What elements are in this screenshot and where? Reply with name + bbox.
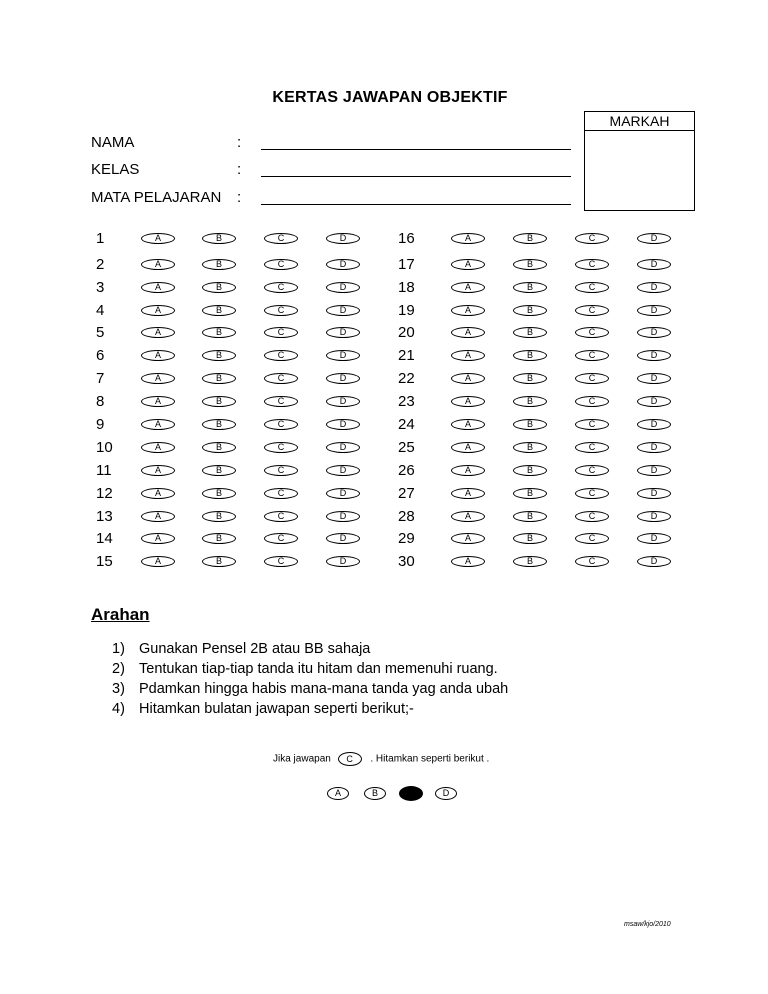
answer-bubble-d[interactable]: D — [326, 396, 360, 407]
question-number: 30 — [398, 553, 415, 570]
question-number: 1 — [96, 230, 105, 247]
answer-line[interactable] — [261, 149, 571, 150]
answer-bubble-a[interactable]: A — [451, 442, 485, 453]
answer-bubble-a[interactable]: A — [141, 282, 175, 293]
answer-bubble-d[interactable]: D — [326, 556, 360, 567]
answer-bubble-c[interactable]: C — [264, 350, 298, 361]
answer-bubble-b[interactable]: B — [202, 327, 236, 338]
answer-bubble-d[interactable]: D — [326, 233, 360, 244]
answer-bubble-d[interactable]: D — [637, 533, 671, 544]
question-number: 9 — [96, 416, 105, 433]
answer-line[interactable] — [261, 176, 571, 177]
question-number: 5 — [96, 324, 105, 341]
answer-bubble-a[interactable]: A — [141, 350, 175, 361]
answer-bubble-d[interactable]: D — [637, 488, 671, 499]
answer-bubble-a[interactable]: A — [451, 373, 485, 384]
question-number: 8 — [96, 393, 105, 410]
instruction-number: 4) — [112, 701, 125, 717]
question-number: 26 — [398, 462, 415, 479]
question-number: 29 — [398, 530, 415, 547]
example-suffix: . Hitamkan seperti berikut . — [370, 753, 490, 765]
answer-bubble-c[interactable]: C — [575, 419, 609, 430]
answer-bubble-d[interactable]: D — [326, 259, 360, 270]
answer-bubble-d[interactable]: D — [637, 233, 671, 244]
question-number: 12 — [96, 485, 113, 502]
example-filled-bubble — [399, 786, 423, 801]
answer-bubble-d[interactable]: D — [637, 259, 671, 270]
answer-bubble-a[interactable]: A — [141, 373, 175, 384]
answer-bubble-b[interactable]: B — [513, 511, 547, 522]
answer-bubble-c[interactable]: C — [264, 327, 298, 338]
answer-bubble-a[interactable]: A — [451, 233, 485, 244]
answer-bubble-c[interactable]: C — [575, 233, 609, 244]
footer-code: msaw/kjo/2010 — [624, 921, 671, 928]
answer-bubble-c[interactable]: C — [264, 556, 298, 567]
answer-bubble-a[interactable]: A — [141, 511, 175, 522]
question-number: 19 — [398, 302, 415, 319]
question-number: 13 — [96, 508, 113, 525]
instructions-heading: Arahan — [91, 605, 150, 624]
answer-bubble-d[interactable]: D — [637, 511, 671, 522]
page-title: KERTAS JAWAPAN OBJEKTIF — [272, 89, 508, 106]
instruction-number: 3) — [112, 681, 125, 697]
answer-bubble-a[interactable]: A — [141, 533, 175, 544]
question-number: 14 — [96, 530, 113, 547]
answer-bubble-d[interactable]: D — [326, 511, 360, 522]
answer-bubble-b[interactable]: B — [202, 282, 236, 293]
answer-bubble-c[interactable]: C — [264, 465, 298, 476]
answer-bubble-b[interactable]: B — [202, 305, 236, 316]
answer-bubble-b[interactable]: B — [513, 396, 547, 407]
answer-bubble-b[interactable]: B — [202, 419, 236, 430]
answer-line[interactable] — [261, 204, 571, 205]
answer-bubble-a[interactable]: A — [451, 259, 485, 270]
answer-bubble-b[interactable]: B — [513, 327, 547, 338]
answer-bubble-b[interactable]: B — [202, 350, 236, 361]
answer-bubble-c[interactable]: C — [264, 511, 298, 522]
question-number: 18 — [398, 279, 415, 296]
instruction-number: 1) — [112, 641, 125, 657]
answer-bubble-a[interactable]: A — [141, 465, 175, 476]
answer-bubble-b[interactable]: B — [202, 465, 236, 476]
field-label: NAMA — [91, 134, 135, 151]
answer-bubble-c[interactable]: C — [264, 442, 298, 453]
answer-bubble-b[interactable]: B — [513, 465, 547, 476]
answer-bubble-c[interactable]: C — [264, 305, 298, 316]
answer-bubble-a[interactable]: A — [141, 305, 175, 316]
example-bubble-b: B — [364, 787, 386, 800]
answer-bubble-c[interactable]: C — [575, 282, 609, 293]
answer-bubble-c[interactable]: C — [575, 305, 609, 316]
answer-bubble-a[interactable]: A — [451, 419, 485, 430]
instruction-item — [112, 661, 498, 677]
answer-bubble-d[interactable]: D — [326, 305, 360, 316]
answer-bubble-b[interactable]: B — [513, 488, 547, 499]
answer-bubble-d[interactable]: D — [326, 373, 360, 384]
answer-bubble-a[interactable]: A — [451, 282, 485, 293]
answer-bubble-b[interactable]: B — [202, 488, 236, 499]
answer-bubble-c[interactable]: C — [264, 488, 298, 499]
answer-bubble-c[interactable]: C — [575, 327, 609, 338]
answer-bubble-d[interactable]: D — [326, 442, 360, 453]
instruction-item — [112, 701, 414, 717]
question-number: 25 — [398, 439, 415, 456]
answer-bubble-a[interactable]: A — [141, 396, 175, 407]
question-number: 11 — [96, 462, 112, 479]
question-number: 4 — [96, 302, 105, 319]
question-number: 22 — [398, 370, 415, 387]
instruction-text: Pdamkan hingga habis mana-mana tanda yag anda ubah — [139, 681, 509, 697]
example-answer-bubble: C — [338, 752, 362, 766]
answer-bubble-d[interactable]: D — [637, 419, 671, 430]
answer-bubble-b[interactable]: B — [202, 373, 236, 384]
answer-bubble-d[interactable]: D — [637, 373, 671, 384]
question-number: 24 — [398, 416, 415, 433]
answer-bubble-d[interactable]: D — [637, 327, 671, 338]
answer-bubble-a[interactable]: A — [141, 259, 175, 270]
answer-bubble-d[interactable]: D — [326, 488, 360, 499]
answer-bubble-c[interactable]: C — [575, 465, 609, 476]
answer-bubble-d[interactable]: D — [637, 556, 671, 567]
answer-bubble-c[interactable]: C — [264, 259, 298, 270]
answer-bubble-c[interactable]: C — [264, 533, 298, 544]
answer-bubble-b[interactable]: B — [202, 442, 236, 453]
answer-bubble-b[interactable]: B — [513, 419, 547, 430]
answer-bubble-d[interactable]: D — [326, 419, 360, 430]
question-number: 23 — [398, 393, 415, 410]
question-number: 28 — [398, 508, 415, 525]
answer-bubble-c[interactable]: C — [575, 442, 609, 453]
answer-bubble-b[interactable]: B — [513, 533, 547, 544]
answer-bubble-a[interactable]: A — [141, 419, 175, 430]
answer-bubble-c[interactable]: C — [575, 259, 609, 270]
example-bubble-a: A — [327, 787, 349, 800]
answer-bubble-c[interactable]: C — [264, 282, 298, 293]
answer-bubble-a[interactable]: A — [451, 350, 485, 361]
answer-bubble-a[interactable]: A — [141, 488, 175, 499]
answer-bubble-b[interactable]: B — [513, 282, 547, 293]
answer-bubble-a[interactable]: A — [141, 442, 175, 453]
answer-bubble-b[interactable]: B — [202, 511, 236, 522]
answer-bubble-d[interactable]: D — [326, 282, 360, 293]
answer-bubble-c[interactable]: C — [264, 419, 298, 430]
answer-bubble-c[interactable]: C — [264, 233, 298, 244]
answer-bubble-d[interactable]: D — [326, 533, 360, 544]
answer-bubble-b[interactable]: B — [513, 305, 547, 316]
instruction-text: Tentukan tiap-tiap tanda itu hitam dan memenuhi ruang. — [139, 661, 498, 677]
markah-box — [584, 111, 695, 211]
answer-bubble-d[interactable]: D — [326, 327, 360, 338]
field-label: KELAS — [91, 161, 140, 178]
answer-bubble-d[interactable]: D — [637, 305, 671, 316]
answer-bubble-a[interactable]: A — [451, 327, 485, 338]
answer-bubble-b[interactable]: B — [513, 373, 547, 384]
answer-bubble-d[interactable]: D — [637, 442, 671, 453]
example-bubble-d: D — [435, 787, 457, 800]
answer-bubble-c[interactable]: C — [575, 396, 609, 407]
field-colon: : — [237, 189, 242, 206]
instruction-item — [112, 641, 370, 657]
answer-bubble-a[interactable]: A — [451, 396, 485, 407]
answer-bubble-b[interactable]: B — [202, 233, 236, 244]
answer-bubble-a[interactable]: A — [451, 556, 485, 567]
answer-bubble-b[interactable]: B — [513, 556, 547, 567]
answer-bubble-d[interactable]: D — [637, 396, 671, 407]
answer-bubble-d[interactable]: D — [637, 465, 671, 476]
field-colon: : — [237, 134, 242, 151]
question-number: 15 — [96, 553, 113, 570]
instruction-item — [112, 681, 508, 697]
answer-bubble-b[interactable]: B — [202, 396, 236, 407]
answer-bubble-a[interactable]: A — [451, 488, 485, 499]
answer-bubble-b[interactable]: B — [513, 233, 547, 244]
field-colon: : — [237, 161, 242, 178]
answer-bubble-c[interactable]: C — [575, 373, 609, 384]
answer-bubble-a[interactable]: A — [141, 327, 175, 338]
question-number: 16 — [398, 230, 415, 247]
answer-bubble-a[interactable]: A — [141, 556, 175, 567]
answer-bubble-b[interactable]: B — [513, 259, 547, 270]
answer-bubble-a[interactable]: A — [451, 533, 485, 544]
answer-bubble-c[interactable]: C — [264, 373, 298, 384]
question-number: 6 — [96, 347, 105, 364]
question-number: 3 — [96, 279, 105, 296]
answer-bubble-c[interactable]: C — [575, 350, 609, 361]
instruction-text: Gunakan Pensel 2B atau BB sahaja — [139, 641, 371, 657]
answer-bubble-b[interactable]: B — [202, 259, 236, 270]
answer-bubble-d[interactable]: D — [637, 282, 671, 293]
example-prefix: Jika jawapan — [273, 753, 331, 765]
answer-bubble-b[interactable]: B — [513, 350, 547, 361]
question-number: 27 — [398, 485, 415, 502]
answer-bubble-a[interactable]: A — [141, 233, 175, 244]
answer-bubble-c[interactable]: C — [264, 396, 298, 407]
markah-label: MARKAH — [585, 112, 694, 131]
answer-bubble-c[interactable]: C — [575, 533, 609, 544]
answer-bubble-d[interactable]: D — [326, 465, 360, 476]
answer-bubble-c[interactable]: C — [575, 556, 609, 567]
instruction-text: Hitamkan bulatan jawapan seperti berikut;- — [139, 701, 414, 717]
question-number: 10 — [96, 439, 113, 456]
question-number: 20 — [398, 324, 415, 341]
instruction-number: 2) — [112, 661, 125, 677]
question-number: 2 — [96, 256, 105, 273]
answer-bubble-c[interactable]: C — [575, 511, 609, 522]
question-number: 21 — [398, 347, 415, 364]
answer-bubble-b[interactable]: B — [202, 533, 236, 544]
field-label: MATA PELAJARAN — [91, 189, 222, 206]
answer-bubble-d[interactable]: D — [326, 350, 360, 361]
answer-bubble-a[interactable]: A — [451, 511, 485, 522]
question-number: 17 — [398, 256, 415, 273]
answer-bubble-d[interactable]: D — [637, 350, 671, 361]
answer-bubble-b[interactable]: B — [513, 442, 547, 453]
answer-bubble-c[interactable]: C — [575, 488, 609, 499]
answer-bubble-a[interactable]: A — [451, 465, 485, 476]
question-number: 7 — [96, 370, 105, 387]
example-text — [273, 752, 489, 766]
answer-bubble-b[interactable]: B — [202, 556, 236, 567]
answer-bubble-a[interactable]: A — [451, 305, 485, 316]
